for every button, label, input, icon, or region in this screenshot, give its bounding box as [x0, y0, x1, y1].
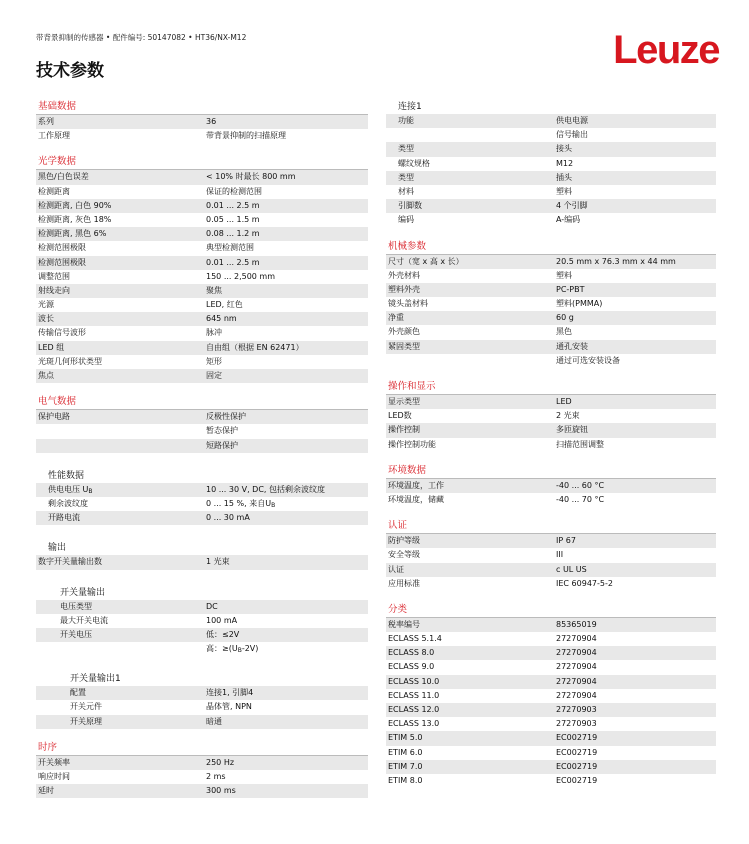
table-row	[36, 312, 368, 326]
table-row	[386, 354, 716, 368]
spec-label: 功能	[398, 116, 414, 125]
table-row	[386, 114, 716, 128]
spec-label: 尺寸（宽 x 高 x 长）	[388, 256, 464, 266]
spec-label: 引脚数	[398, 201, 422, 211]
spec-value: 2 ms	[206, 772, 226, 781]
spec-label: 类型	[398, 172, 414, 182]
table-row	[36, 298, 368, 312]
spec-value: 保证的检测范围	[206, 186, 262, 196]
spec-value: EC002719	[556, 747, 598, 757]
spec-label: 剩余波纹度	[48, 498, 88, 508]
table-row	[36, 410, 368, 424]
spec-label: 环境温度，储藏	[388, 494, 444, 504]
brand-logo: Leuze	[613, 28, 719, 72]
spec-value: 矩形	[206, 356, 222, 366]
table-row	[386, 632, 716, 646]
spec-label: 电压类型	[60, 601, 92, 611]
spec-value: 暂态保护	[206, 426, 238, 436]
spec-value: 27270904	[556, 690, 597, 700]
table-row	[386, 493, 716, 507]
spec-value: 0 ... 30 mA	[206, 513, 250, 523]
spec-value: 高：$\ge(U_B-2V)$	[206, 644, 259, 655]
spec-label: 显示类型	[388, 397, 420, 406]
spec-value: 脉冲	[206, 328, 222, 338]
table-row	[386, 618, 716, 632]
table-row	[36, 784, 368, 798]
spec-label: 类型	[398, 144, 414, 154]
spec-value: IP 67	[556, 536, 576, 546]
table-row	[36, 213, 368, 227]
spec-value: 4 个引脚	[556, 201, 588, 211]
table-row	[386, 689, 716, 703]
section-title-electrical: 电气数据	[36, 395, 368, 410]
spec-label: ETIM 8.0	[388, 775, 423, 785]
table-row	[36, 199, 368, 213]
spec-label: 塑料外壳	[388, 284, 420, 294]
spec-value: -40 ... 70 °C	[556, 494, 605, 504]
spec-value: 带背景抑制的扫描原理	[206, 131, 286, 141]
table-row	[386, 577, 716, 591]
table-row	[386, 746, 716, 760]
table-row	[386, 703, 716, 717]
spec-value: 27270904	[556, 648, 597, 658]
mechanical-table	[386, 255, 716, 369]
spec-label: ECLASS 13.0	[388, 719, 440, 729]
spec-value: IEC 60947-5-2	[556, 578, 613, 588]
table-row	[386, 171, 716, 185]
section-title-basic: 基础数据	[36, 100, 368, 115]
spec-value: 连接1, 引脚4	[206, 688, 254, 698]
spec-label	[386, 128, 556, 142]
section-title-timing: 时序	[36, 741, 368, 756]
table-row	[386, 311, 716, 325]
spec-value: 27270903	[556, 705, 597, 714]
spec-label: 射线走向	[38, 285, 70, 295]
spec-value: EC002719	[556, 733, 598, 743]
section-title-mechanical: 机械参数	[386, 240, 716, 255]
table-row	[386, 297, 716, 311]
table-row	[386, 409, 716, 423]
spec-label: 工作原理	[38, 131, 70, 141]
table-row	[386, 185, 716, 199]
spec-value: 接头	[556, 144, 572, 154]
spec-value: 300 ms	[206, 786, 236, 796]
spec-value: EC002719	[556, 761, 598, 771]
table-row	[386, 731, 716, 745]
table-row	[386, 423, 716, 437]
section-title-environment: 环境数据	[386, 464, 716, 479]
spec-label: 检测范围极限	[38, 243, 86, 253]
classification-table	[386, 618, 716, 788]
table-row	[36, 614, 368, 628]
spec-value: A-编码	[556, 215, 581, 225]
spec-label: 检测范围极限	[38, 257, 86, 267]
timing-table	[36, 756, 368, 799]
spec-label: 开关电压	[60, 629, 92, 639]
subsection-title-switching-output-1: 开关量输出1	[70, 674, 121, 685]
spec-label: LED数	[388, 411, 412, 421]
spec-value: EC002719	[556, 775, 598, 785]
spec-label: 开关频率	[38, 757, 70, 767]
spec-value: 多匝旋钮	[556, 425, 588, 435]
table-row	[386, 283, 716, 297]
spec-label: 环境温度，工作	[388, 480, 444, 490]
protection-group	[36, 410, 368, 453]
table-row	[386, 548, 716, 562]
spec-value: 60 g	[556, 313, 574, 323]
spec-label: 数字开关量输出数	[38, 557, 102, 567]
table-row	[386, 438, 716, 452]
spec-value: III	[556, 550, 564, 560]
spec-value: 27270904	[556, 634, 597, 644]
spec-value: 1 光束	[206, 557, 230, 567]
table-row	[36, 355, 368, 369]
table-row	[386, 157, 716, 171]
spec-label: 传输信号波形	[38, 328, 86, 338]
spec-value: 0.01 ... 2.5 m	[206, 200, 260, 210]
operation-table	[386, 395, 716, 452]
spec-label: 光斑几何形状类型	[38, 356, 102, 366]
spec-label: 开关原理	[70, 716, 102, 726]
table-row	[386, 213, 716, 227]
spec-value: 20.5 mm x 76.3 mm x 44 mm	[556, 256, 676, 266]
spec-label: 焦点	[38, 371, 54, 380]
spec-value: 27270903	[556, 719, 597, 729]
subsection-title-connection: 连接1	[398, 102, 422, 112]
certification-table	[386, 534, 716, 591]
right-column	[386, 96, 716, 788]
table-row	[386, 760, 716, 774]
spec-value: 36	[206, 117, 217, 126]
document-subtitle: 带背景抑制的传感器 • 配件编号: 50147082 • HT36/NX-M12	[36, 33, 247, 42]
table-row	[386, 660, 716, 674]
spec-label: 认证	[388, 564, 404, 574]
table-row	[386, 479, 716, 493]
table-row	[386, 340, 716, 354]
spec-value: 塑料	[556, 270, 572, 280]
table-row	[386, 142, 716, 156]
optical-table	[36, 170, 368, 383]
spec-label: 镜头盖材料	[388, 299, 428, 309]
spec-value: LED	[556, 397, 572, 406]
spec-value: 250 Hz	[206, 757, 235, 767]
spec-label: 税率编号	[388, 619, 420, 629]
spec-label: 操作控制	[388, 425, 420, 435]
table-row	[36, 185, 368, 199]
spec-value: 通孔安装	[556, 341, 588, 351]
table-row	[386, 255, 716, 269]
spec-value: 100 mA	[206, 615, 238, 625]
page-title: 技术参数	[36, 61, 104, 81]
table-row	[36, 241, 368, 255]
spec-value: 10 ... 30 V, DC, 包括剩余波纹度	[206, 484, 326, 494]
table-row	[36, 700, 368, 714]
spec-label: LED 组	[38, 342, 65, 352]
spec-label: 最大开关电流	[60, 615, 108, 625]
spec-label: 波长	[38, 314, 54, 324]
table-row	[386, 563, 716, 577]
spec-label: ECLASS 11.0	[388, 690, 440, 700]
subsection-title-switching-output: 开关量输出	[60, 587, 106, 598]
spec-label: 检测距离	[38, 186, 70, 196]
spec-label: ETIM 6.0	[388, 747, 423, 757]
spec-value: < 10% 时最长 800 mm	[206, 172, 296, 182]
subsection-title-performance: 性能数据	[48, 470, 85, 481]
spec-value: 低：≤2V	[206, 629, 240, 639]
spec-value: M12	[556, 158, 574, 168]
table-row	[386, 534, 716, 548]
spec-label: ETIM 5.0	[388, 733, 423, 743]
spec-label: 外壳颜色	[388, 327, 420, 337]
table-row	[36, 369, 368, 383]
spec-label: 响应时间	[38, 772, 70, 781]
spec-value: 通过可选安装设备	[556, 355, 620, 365]
spec-value: c UL US	[556, 564, 587, 574]
spec-value: 0.08 ... 1.2 m	[206, 229, 260, 239]
table-row	[386, 675, 716, 689]
section-title-certification: 认证	[386, 519, 716, 534]
table-row	[36, 227, 368, 241]
basic-table	[36, 115, 368, 143]
spec-value: 塑料	[556, 186, 572, 196]
section-title-optical: 光学数据	[36, 155, 368, 170]
spec-value: 短路保护	[206, 440, 238, 450]
table-row	[386, 269, 716, 283]
spec-value: 聚焦	[206, 285, 222, 295]
spec-label: 紧固类型	[388, 341, 420, 351]
spec-value: 晶体管, NPN	[206, 702, 252, 712]
table-row	[36, 756, 368, 770]
spec-value: 信号输出	[556, 130, 588, 140]
spec-value: 插头	[556, 172, 572, 182]
table-row	[36, 770, 368, 784]
table-row	[36, 628, 368, 642]
spec-label: 应用标准	[388, 578, 420, 588]
spec-value: LED, 红色	[206, 300, 243, 310]
spec-label: 检测距离, 黑色 6%	[38, 229, 107, 239]
section-title-operation: 操作和显示	[386, 380, 716, 395]
spec-value: 黑色	[556, 327, 572, 337]
connection-table	[386, 114, 716, 228]
spec-label	[386, 354, 556, 368]
table-row	[36, 439, 368, 453]
spec-label: 编码	[398, 215, 414, 225]
spec-label: ECLASS 5.1.4	[388, 634, 442, 644]
table-row	[36, 129, 368, 143]
left-column	[36, 96, 368, 798]
spec-label: 检测距离, 灰色 18%	[38, 214, 112, 224]
spec-label: ECLASS 12.0	[388, 705, 440, 714]
spec-label: 配置	[70, 688, 86, 698]
spec-label: 保护电路	[38, 412, 70, 422]
table-row	[36, 424, 368, 438]
spec-label: 光源	[38, 300, 54, 310]
table-row	[386, 646, 716, 660]
spec-value: 150 ... 2,500 mm	[206, 271, 276, 281]
spec-label: ECLASS 9.0	[388, 662, 435, 672]
spec-value: 2 光束	[556, 411, 580, 421]
spec-value: 暗通	[206, 716, 222, 726]
section-title-classification: 分类	[386, 603, 716, 618]
table-row	[386, 325, 716, 339]
spec-value: 供电电源	[556, 116, 588, 125]
spec-label: 开路电流	[48, 513, 80, 523]
table-row	[36, 511, 368, 525]
spec-label: 延时	[38, 786, 54, 796]
spec-label: 检测距离, 白色 90%	[38, 200, 112, 210]
table-row	[36, 284, 368, 298]
spec-label: 外壳材料	[388, 270, 420, 280]
spec-label: 防护等级	[388, 536, 420, 546]
spec-label: 供电电压 $U_B$	[48, 484, 93, 495]
table-row	[36, 483, 368, 497]
table-row	[386, 717, 716, 731]
spec-label: 系列	[38, 117, 54, 126]
table-row	[36, 326, 368, 340]
spec-value: 0.01 ... 2.5 m	[206, 257, 260, 267]
table-row	[36, 600, 368, 614]
spec-value: 0.05 ... 1.5 m	[206, 214, 260, 224]
spec-label: 材料	[398, 186, 414, 196]
spec-value: 固定	[206, 371, 222, 380]
table-row	[36, 170, 368, 184]
spec-value: 85365019	[556, 619, 597, 629]
spec-value: 27270904	[556, 676, 597, 686]
table-row	[36, 686, 368, 700]
spec-value: -40 ... 60 °C	[556, 480, 605, 490]
spec-label: 净重	[388, 313, 404, 323]
subsection-title-output: 输出	[48, 543, 67, 554]
table-row	[386, 199, 716, 213]
table-row	[36, 642, 368, 656]
spec-value: DC	[206, 601, 218, 611]
table-row	[386, 395, 716, 409]
spec-label: ETIM 7.0	[388, 761, 423, 771]
spec-label: ECLASS 10.0	[388, 676, 440, 686]
spec-value: 反极性保护	[206, 412, 246, 422]
spec-value: PC-PBT	[556, 284, 585, 294]
spec-value: 27270904	[556, 662, 597, 672]
spec-value: 典型检测范围	[206, 243, 254, 253]
spec-value: 扫描范围调整	[556, 439, 604, 449]
spec-label: 开关元件	[70, 702, 102, 712]
table-row	[386, 128, 716, 142]
spec-label: 操作控制功能	[388, 439, 436, 449]
switch1-table	[36, 686, 368, 729]
spec-label: 黑色/白色误差	[38, 172, 89, 182]
table-row	[36, 270, 368, 284]
spec-value: 自由组（根据 EN 62471）	[206, 342, 304, 352]
table-row	[36, 256, 368, 270]
spec-label: 调整范围	[38, 271, 70, 281]
spec-value: 0 ... 15 %, 来自$U_B$	[206, 498, 276, 509]
table-row	[36, 555, 368, 569]
table-row	[36, 115, 368, 129]
spec-label: ECLASS 8.0	[388, 648, 435, 658]
spec-value: 645 nm	[206, 314, 237, 324]
spec-label: 安全等级	[388, 550, 420, 560]
spec-value: 塑料(PMMA)	[556, 299, 603, 309]
table-row	[386, 774, 716, 788]
table-row	[36, 497, 368, 511]
environment-table	[386, 479, 716, 507]
table-row	[36, 715, 368, 729]
spec-label: 螺纹规格	[398, 158, 430, 168]
table-row	[36, 341, 368, 355]
